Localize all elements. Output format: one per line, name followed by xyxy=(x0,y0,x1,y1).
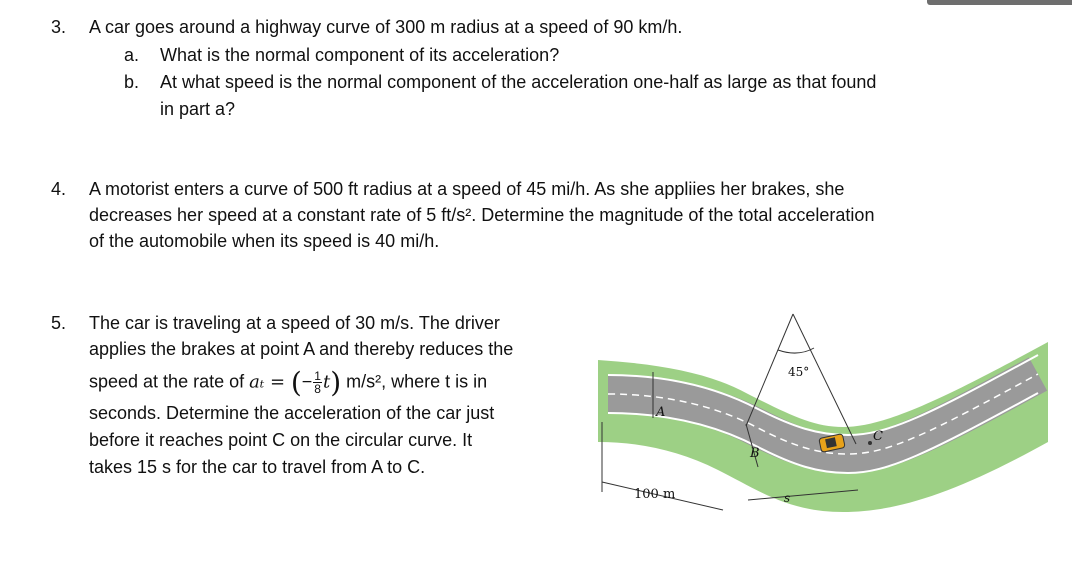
q5-line6: takes 15 s for the car to travel from A to C. xyxy=(89,457,426,477)
fraction xyxy=(313,370,322,395)
q3-text: A car goes around a highway curve of 300 m radius at a speed of 90 km/h. xyxy=(89,17,683,37)
angle-arc xyxy=(778,348,814,353)
q5-number: 5. xyxy=(51,313,67,333)
q5-line1: The car is traveling at a speed of 30 m/s. The driver xyxy=(89,313,500,333)
angle-label: 45° xyxy=(788,365,810,379)
q3-number: 3. xyxy=(51,17,67,37)
q5-line5: before it reaches point C on the circular curve. It xyxy=(89,430,473,450)
t-variable: t xyxy=(322,371,331,393)
q3b-line1: At what speed is the normal component of the acceleration one-half as large as that found xyxy=(160,72,877,92)
minus-sign: − xyxy=(301,371,313,392)
distance-label: 100 m xyxy=(634,487,676,502)
q3a-text: What is the normal component of its acceleration? xyxy=(160,45,560,65)
window-edge-bar xyxy=(927,0,1072,5)
q5-line4: seconds. Determine the acceleration of the car just xyxy=(89,403,495,423)
at-symbol: aₜ xyxy=(249,371,265,393)
road-curve-figure xyxy=(598,302,1048,527)
q5-line3-post: m/s², where t is in xyxy=(341,371,488,392)
point-c-label: C xyxy=(873,429,883,444)
q4-line2: decreases her speed at a constant rate of 5 ft/s². Determine the magnitude of the total acceleration xyxy=(89,205,875,225)
fraction-numerator: 1 xyxy=(314,369,321,383)
equals-sign: = xyxy=(264,371,291,393)
fraction-denominator: 8 xyxy=(314,382,321,396)
q4-number: 4. xyxy=(51,179,67,199)
arc-length-label: s xyxy=(784,491,791,505)
right-paren: ) xyxy=(330,366,342,399)
point-a-label: A xyxy=(656,405,666,420)
q4-line1: A motorist enters a curve of 500 ft radius at a speed of 45 mi/h. As she appliies her brakes, she xyxy=(89,179,845,199)
q5-line2: applies the brakes at point A and thereby reduces the xyxy=(89,339,514,359)
q3b-label: b. xyxy=(124,72,140,92)
point-c-dot xyxy=(868,441,872,445)
q4-line3: of the automobile when its speed is 40 mi/h. xyxy=(89,231,440,251)
q3a-label: a. xyxy=(124,45,140,65)
left-paren: ( xyxy=(290,366,302,399)
q5-line3-pre: speed at the rate of xyxy=(89,371,250,392)
q3b-line2: in part a? xyxy=(160,99,236,119)
q5-line3 xyxy=(89,366,487,399)
point-b-label: B xyxy=(750,446,760,461)
